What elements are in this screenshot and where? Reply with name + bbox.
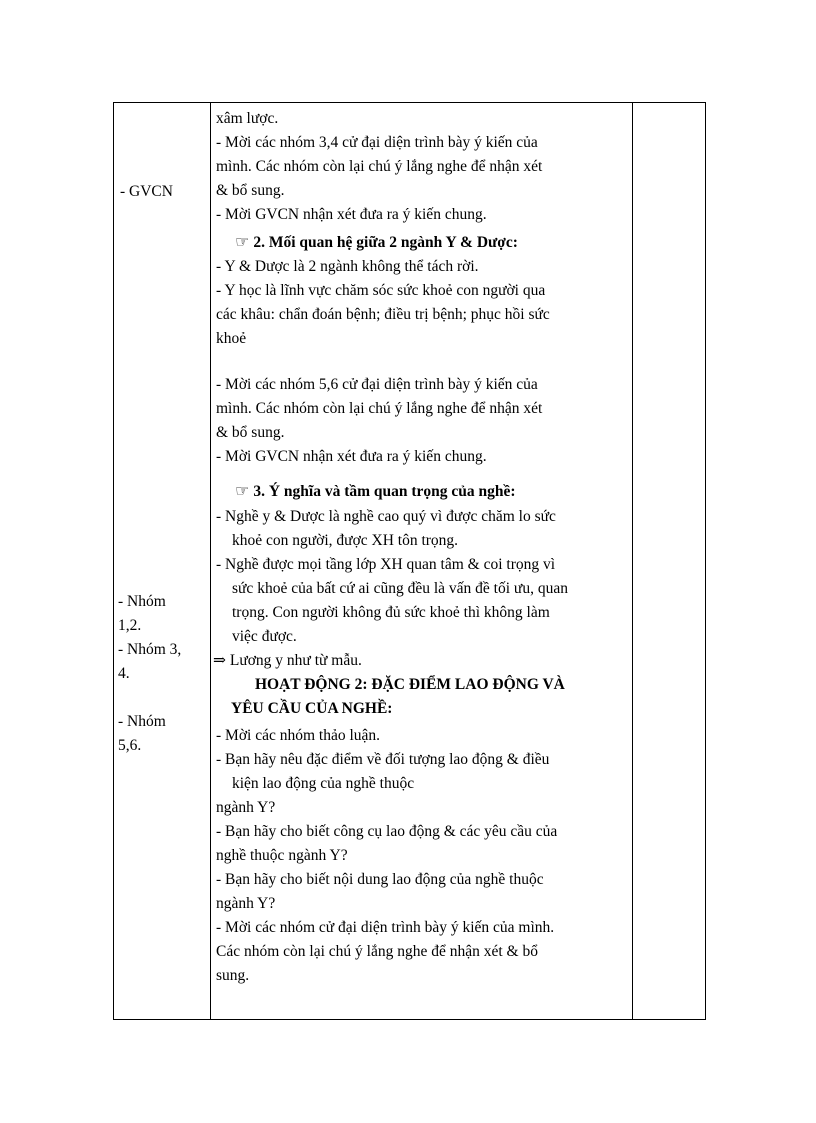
group-12-label: - Nhóm	[118, 593, 166, 610]
content-line: - Bạn hãy nêu đặc điểm về đối tượng lao động & điều	[216, 751, 550, 768]
lesson-table	[113, 102, 706, 1020]
content-line: các khâu: chẩn đoán bệnh; điều trị bệnh; phục hồi sức	[216, 306, 550, 323]
content-line: - Bạn hãy cho biết nội dung lao động của nghề thuộc	[216, 871, 544, 888]
activity-2-heading: HOẠT ĐỘNG 2: ĐẶC ĐIỂM LAO ĐỘNG VÀ	[255, 676, 565, 693]
content-line: & bổ sung.	[216, 424, 285, 441]
pointing-hand-icon: ☞	[235, 481, 250, 500]
content-line: - Mời GVCN nhận xét đưa ra ý kiến chung.	[216, 448, 487, 465]
table-row	[114, 103, 706, 1020]
content-line: - Mời các nhóm thảo luận.	[216, 727, 381, 744]
group-56-label: - Nhóm	[118, 713, 166, 730]
content-line: - Mời các nhóm cử đại diện trình bày ý kiến của mình.	[216, 919, 555, 936]
content-line: ngành Y?	[216, 799, 276, 816]
content-line: xâm lược.	[216, 110, 279, 127]
content-line: - Nghề được mọi tầng lớp XH quan tâm & coi trọng vì	[216, 556, 556, 573]
content-line: sức khoẻ của bất cứ ai cũng đều là vấn đề tối ưu, quan	[232, 580, 568, 597]
content-line: việc được.	[232, 628, 297, 645]
participants-column	[114, 103, 211, 1020]
content-line: mình. Các nhóm còn lại chú ý lắng nghe để nhận xét	[216, 400, 543, 417]
content-line: khoẻ con người, được XH tôn trọng.	[232, 532, 459, 549]
content-line: - Mời các nhóm 5,6 cử đại diện trình bày ý kiến của	[216, 376, 538, 393]
group-56-number: 5,6.	[118, 737, 142, 754]
activity-content-column	[211, 103, 633, 1020]
content-line: khoẻ	[216, 330, 247, 347]
content-line: mình. Các nhóm còn lại chú ý lắng nghe để nhận xét	[216, 158, 543, 175]
content-line: Các nhóm còn lại chú ý lắng nghe để nhận xét & bổ	[216, 943, 538, 960]
content-line: - Nghề y & Dược là nghề cao quý vì được chăm lo sức	[216, 508, 556, 525]
gvcn-label: - GVCN	[120, 183, 173, 200]
activity-2-heading-cont: YÊU CẦU CỦA NGHỀ:	[231, 700, 393, 717]
content-line: - Bạn hãy cho biết công cụ lao động & các yêu cầu của	[216, 823, 558, 840]
content-line: & bổ sung.	[216, 182, 285, 199]
pointing-hand-icon: ☞	[235, 232, 250, 251]
content-line: - Mời GVCN nhận xét đưa ra ý kiến chung.	[216, 206, 487, 223]
content-line: trọng. Con người không đủ sức khoẻ thì không làm	[232, 604, 550, 621]
content-line: - Y học là lĩnh vực chăm sóc sức khoẻ con người qua	[216, 282, 546, 299]
conclusion-line: ⇒ Lương y như từ mẫu.	[213, 652, 362, 669]
content-line: ngành Y?	[216, 895, 276, 912]
group-34-label: - Nhóm 3,	[118, 641, 182, 658]
group-12-number: 1,2.	[118, 617, 142, 634]
content-line: nghề thuộc ngành Y?	[216, 847, 348, 864]
content-line: - Y & Dược là 2 ngành không thể tách rời.	[216, 258, 479, 275]
content-line: kiện lao động của nghề thuộc	[232, 775, 415, 792]
content-line: sung.	[216, 967, 250, 984]
section-3-heading: ☞ 3. Ý nghĩa và tầm quan trọng của nghề:	[235, 479, 516, 504]
content-line: - Mời các nhóm 3,4 cử đại diện trình bày ý kiến của	[216, 134, 538, 151]
section-2-heading: ☞ 2. Mối quan hệ giữa 2 ngành Y & Dược:	[235, 230, 518, 255]
group-34-number: 4.	[118, 665, 130, 682]
notes-column	[633, 103, 706, 1020]
